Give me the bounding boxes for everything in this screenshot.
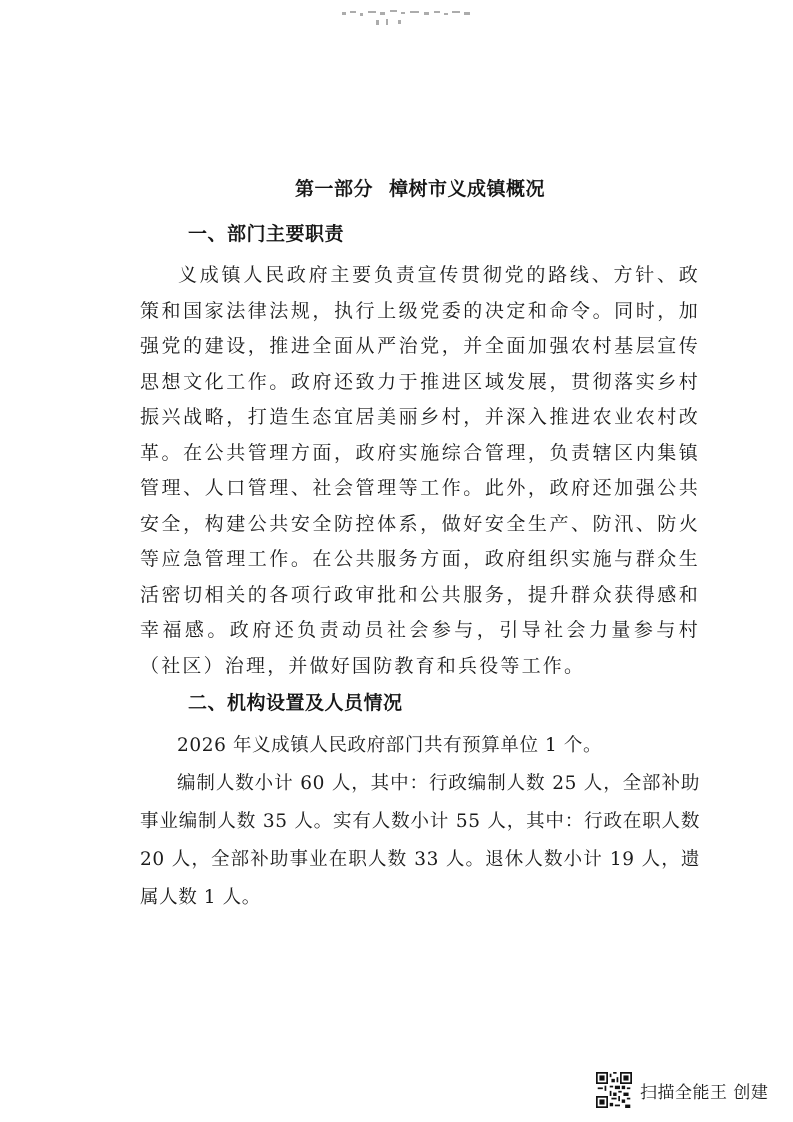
page-title [140, 174, 700, 201]
title-part: 第一部分 [294, 178, 373, 200]
watermark-text: 扫描全能王 创建 [640, 1082, 769, 1103]
document-page [140, 174, 700, 917]
section-heading-duties: 一、部门主要职责 [188, 223, 345, 245]
scanner-watermark [596, 1068, 768, 1112]
duties-paragraph: 义成镇人民政府主要负责宣传贯彻党的路线、方针、政策和国家法律法规，执行上级党委的决定和命令。同时，加强党的建设，推进全面从严治党，并全面加强农村基层宣传思想文化工作。政府还致力于推进区域发展，贯彻落实乡村振兴战略，打造生态宜居美丽乡村，并深入推进农业农村改革。在公共管理方面，政府实施综合管理，负责辖区内集镇管理、人口管理、社会管理等工作。此外，政府还加强公共安全，构建公共安全防控体系，做好安全生产、防汛、防火等应急管理工作。在公共服务方面，政府组织实施与群众生活密切相关的各项行政审批和公共服务，提升群众获得感和幸福感。政府还负责动员社会参与，引导社会力量参与村（社区）治理，并做好国防教育和兵役等工作。 [140, 264, 700, 677]
budget-unit-paragraph: 2026 年义成镇人民政府部门共有预算单位 1 个。 [177, 735, 603, 756]
section-heading-staffing: 二、机构设置及人员情况 [188, 692, 403, 714]
staffing-paragraph: 编制人数小计 60 人，其中：行政编制人数 25 人，全部补助事业编制人数 35 人。实有人数小计 55 人，其中：行政在职人数 20 人，全部补助事业在职人数 33 人。退休人数小计 19 人，遗属人数 1 人。 [140, 773, 700, 908]
title-name: 樟树市义成镇概况 [389, 178, 546, 200]
qr-code-icon [596, 1072, 632, 1108]
scan-artifact [340, 6, 480, 28]
